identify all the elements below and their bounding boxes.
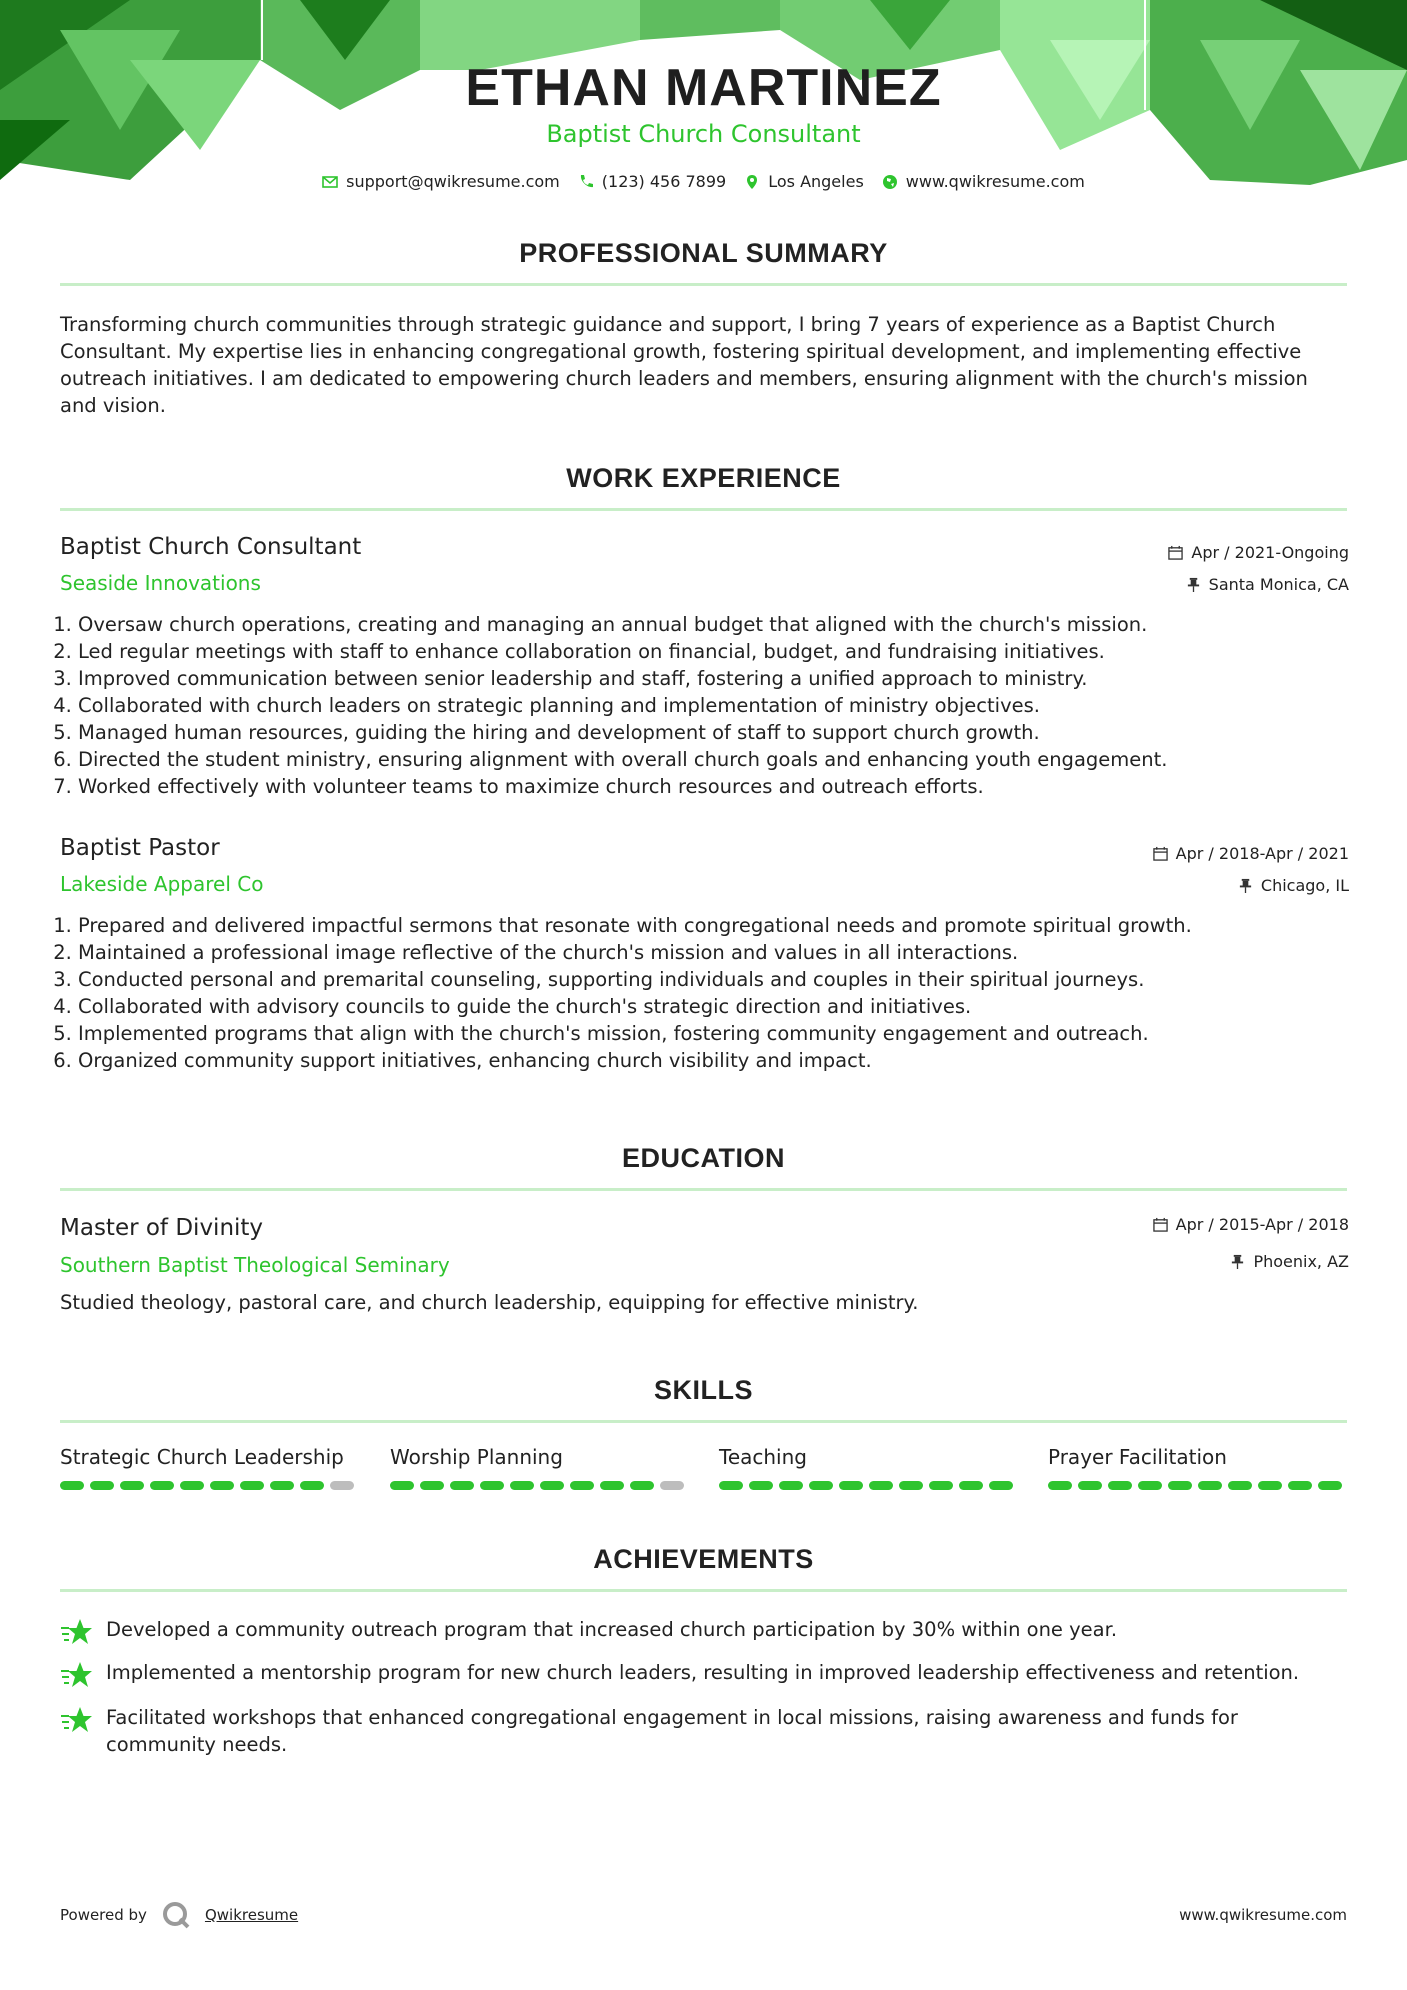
achievement-text: Developed a community outreach program that increased church participation by 30% within one year. bbox=[106, 1618, 1118, 1641]
skill-dot-filled bbox=[959, 1481, 983, 1490]
skill-dot-filled bbox=[480, 1481, 504, 1490]
skill-dot-filled bbox=[1138, 1481, 1162, 1490]
skill-dot-filled bbox=[630, 1481, 654, 1490]
skill-dot-filled bbox=[1078, 1481, 1102, 1490]
education-heading: EDUCATION bbox=[622, 1143, 785, 1173]
star-icon bbox=[60, 1616, 92, 1648]
skill-dot-filled bbox=[1318, 1481, 1342, 1490]
skill-rating bbox=[60, 1481, 360, 1490]
achievement-item bbox=[60, 1704, 1347, 1758]
skill-dot-filled bbox=[90, 1481, 114, 1490]
skill-dot-filled bbox=[1198, 1481, 1222, 1490]
skill-dot-filled bbox=[869, 1481, 893, 1490]
job-title: Baptist Pastor bbox=[60, 835, 220, 861]
achievements-divider bbox=[60, 1589, 1347, 1592]
skill-dot-filled bbox=[510, 1481, 534, 1490]
job-location-text: Chicago, IL bbox=[1260, 876, 1349, 895]
experience-divider bbox=[60, 508, 1347, 511]
job-duties-list bbox=[48, 611, 1368, 800]
skill-dot-filled bbox=[809, 1481, 833, 1490]
achievement-item bbox=[60, 1616, 1347, 1648]
map-pin-icon bbox=[744, 174, 760, 190]
job-dates bbox=[1168, 543, 1349, 562]
skill-dot-filled bbox=[300, 1481, 324, 1490]
contact-website[interactable] bbox=[882, 172, 1085, 191]
achievement-text: Implemented a mentorship program for new church leaders, resulting in improved leadership effectiveness and retention. bbox=[106, 1661, 1300, 1684]
list-item: 6. Organized community support initiatives, enhancing church visibility and impact. bbox=[78, 1047, 1368, 1074]
skill-item bbox=[1048, 1445, 1348, 1490]
skill-dot-filled bbox=[989, 1481, 1013, 1490]
skill-dot-filled bbox=[1108, 1481, 1132, 1490]
phone-text: (123) 456 7899 bbox=[601, 172, 727, 191]
skill-item bbox=[60, 1445, 360, 1490]
job-duties-list bbox=[48, 912, 1368, 1074]
email-text: support@qwikresume.com bbox=[346, 172, 560, 191]
experience-heading: WORK EXPERIENCE bbox=[566, 463, 841, 493]
candidate-role: Baptist Church Consultant bbox=[546, 120, 861, 148]
calendar-icon bbox=[1153, 1217, 1168, 1232]
calendar-icon bbox=[1153, 846, 1168, 861]
skill-dot-filled bbox=[839, 1481, 863, 1490]
achievement-item bbox=[60, 1659, 1347, 1691]
skill-dot-empty bbox=[660, 1481, 684, 1490]
footer-website[interactable]: www.qwikresume.com bbox=[1179, 1906, 1347, 1924]
job-title: Baptist Church Consultant bbox=[60, 534, 362, 560]
pin-icon bbox=[1230, 1254, 1245, 1269]
skill-dot-filled bbox=[540, 1481, 564, 1490]
skill-dot-filled bbox=[1288, 1481, 1312, 1490]
calendar-icon bbox=[1168, 545, 1183, 560]
skill-dot-filled bbox=[150, 1481, 174, 1490]
skill-dot-filled bbox=[270, 1481, 294, 1490]
star-icon bbox=[60, 1659, 92, 1691]
skill-dot-filled bbox=[600, 1481, 624, 1490]
skills-divider bbox=[60, 1420, 1347, 1423]
skill-rating bbox=[390, 1481, 690, 1490]
skill-dot-filled bbox=[420, 1481, 444, 1490]
list-item: 4. Collaborated with advisory councils to guide the church's strategic direction and initiatives. bbox=[78, 993, 1368, 1020]
skill-dot-filled bbox=[1258, 1481, 1282, 1490]
skill-dot-filled bbox=[210, 1481, 234, 1490]
globe-icon bbox=[882, 174, 898, 190]
skill-dot-filled bbox=[719, 1481, 743, 1490]
skill-dot-filled bbox=[1228, 1481, 1252, 1490]
summary-divider bbox=[60, 283, 1347, 286]
education-location-text: Phoenix, AZ bbox=[1253, 1252, 1349, 1271]
job-dates-text: Apr / 2021-Ongoing bbox=[1191, 543, 1349, 562]
summary-text: Transforming church communities through strategic guidance and support, I bring 7 years of experience as a Baptist Church Consultant. My expertise lies in enhancing congregational growth, fostering spiritual development, and implementing effective outreach initiatives. I am dedicated to empowering church leaders and members, ensuring alignment with the church's mission and vision. bbox=[60, 313, 1308, 417]
contact-bar bbox=[0, 172, 1407, 191]
achievements-heading: ACHIEVEMENTS bbox=[593, 1544, 814, 1574]
qwikresume-logo-icon bbox=[161, 1900, 191, 1930]
location-text: Los Angeles bbox=[768, 172, 864, 191]
pin-icon bbox=[1186, 577, 1201, 592]
education-description: Studied theology, pastoral care, and church leadership, equipping for effective ministry. bbox=[60, 1291, 919, 1314]
skill-dot-filled bbox=[929, 1481, 953, 1490]
skill-item bbox=[390, 1445, 690, 1490]
powered-by-label: Powered by bbox=[60, 1906, 147, 1924]
job-company: Seaside Innovations bbox=[60, 571, 261, 595]
education-dates bbox=[1153, 1215, 1349, 1234]
footer bbox=[60, 1900, 1347, 1930]
list-item: 5. Managed human resources, guiding the hiring and development of staff to support church growth. bbox=[78, 719, 1368, 746]
skills-heading: SKILLS bbox=[653, 1375, 753, 1405]
skill-dot-filled bbox=[749, 1481, 773, 1490]
website-text: www.qwikresume.com bbox=[905, 172, 1085, 191]
job-location-text: Santa Monica, CA bbox=[1208, 575, 1349, 594]
list-item: 7. Worked effectively with volunteer teams to maximize church resources and outreach efforts. bbox=[78, 773, 1368, 800]
job-dates bbox=[1153, 844, 1349, 863]
job-location bbox=[1238, 876, 1349, 895]
skill-dot-empty bbox=[330, 1481, 354, 1490]
skill-dot-filled bbox=[180, 1481, 204, 1490]
skill-dot-filled bbox=[120, 1481, 144, 1490]
skill-dot-filled bbox=[240, 1481, 264, 1490]
list-item: 6. Directed the student ministry, ensuring alignment with overall church goals and enhancing youth engagement. bbox=[78, 746, 1368, 773]
candidate-name: ETHAN MARTINEZ bbox=[465, 59, 942, 117]
skill-name: Worship Planning bbox=[390, 1445, 563, 1469]
achievement-text: Facilitated workshops that enhanced congregational engagement in local missions, raising awareness and funds for community needs. bbox=[106, 1706, 1238, 1756]
skill-item bbox=[719, 1445, 1019, 1490]
contact-phone[interactable] bbox=[578, 172, 726, 191]
pin-icon bbox=[1238, 878, 1253, 893]
star-icon bbox=[60, 1704, 92, 1736]
contact-location bbox=[744, 172, 864, 191]
envelope-icon bbox=[322, 174, 338, 190]
list-item: 3. Conducted personal and premarital counseling, supporting individuals and couples in their spiritual journeys. bbox=[78, 966, 1368, 993]
skill-name: Prayer Facilitation bbox=[1048, 1445, 1227, 1469]
skill-dot-filled bbox=[570, 1481, 594, 1490]
skill-dot-filled bbox=[390, 1481, 414, 1490]
skill-dot-filled bbox=[450, 1481, 474, 1490]
skill-rating bbox=[719, 1481, 1019, 1490]
skill-dot-filled bbox=[899, 1481, 923, 1490]
education-divider bbox=[60, 1188, 1347, 1191]
skill-dot-filled bbox=[779, 1481, 803, 1490]
list-item: 2. Led regular meetings with staff to enhance collaboration on financial, budget, and fundraising initiatives. bbox=[78, 638, 1368, 665]
phone-icon bbox=[578, 174, 594, 190]
list-item: 4. Collaborated with church leaders on strategic planning and implementation of ministry objectives. bbox=[78, 692, 1368, 719]
summary-heading: PROFESSIONAL SUMMARY bbox=[519, 238, 888, 268]
skill-rating bbox=[1048, 1481, 1348, 1490]
list-item: 1. Prepared and delivered impactful sermons that resonate with congregational needs and promote spiritual growth. bbox=[78, 912, 1368, 939]
skill-dot-filled bbox=[1168, 1481, 1192, 1490]
job-location bbox=[1186, 575, 1349, 594]
list-item: 3. Improved communication between senior leadership and staff, fostering a unified approach to ministry. bbox=[78, 665, 1368, 692]
education-dates-text: Apr / 2015-Apr / 2018 bbox=[1175, 1215, 1349, 1234]
list-item: 5. Implemented programs that align with the church's mission, fostering community engagement and outreach. bbox=[78, 1020, 1368, 1047]
skill-name: Teaching bbox=[719, 1445, 807, 1469]
footer-branding bbox=[60, 1900, 298, 1930]
contact-email[interactable] bbox=[322, 172, 560, 191]
education-location bbox=[1230, 1252, 1349, 1271]
school-name: Southern Baptist Theological Seminary bbox=[60, 1253, 450, 1277]
job-company: Lakeside Apparel Co bbox=[60, 872, 264, 896]
degree-title: Master of Divinity bbox=[60, 1215, 264, 1241]
skill-dot-filled bbox=[1048, 1481, 1072, 1490]
skill-dot-filled bbox=[60, 1481, 84, 1490]
job-dates-text: Apr / 2018-Apr / 2021 bbox=[1175, 844, 1349, 863]
brand-link[interactable]: Qwikresume bbox=[204, 1906, 299, 1924]
skill-name: Strategic Church Leadership bbox=[60, 1445, 344, 1469]
list-item: 1. Oversaw church operations, creating and managing an annual budget that aligned with the church's mission. bbox=[78, 611, 1368, 638]
list-item: 2. Maintained a professional image reflective of the church's mission and values in all interactions. bbox=[78, 939, 1368, 966]
